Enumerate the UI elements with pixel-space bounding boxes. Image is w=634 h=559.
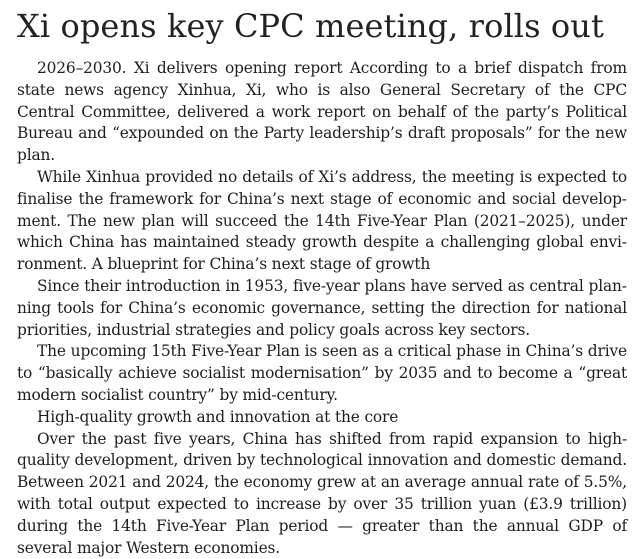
article-paragraph-2: While Xinhua provided no details of Xi’s address, the meeting is expected to finalise the framework for China’s next stage of economic and social development. The new plan will succeed the 14th Five-Year Plan (2021–2025), under which China has maintained steady growth despite a challenging global environment. A blueprint for China’s next stage of growth bbox=[17, 167, 627, 274]
article-headline: Xi opens key CPC meeting, rolls out bbox=[17, 7, 604, 45]
article-paragraph-1: 2026–2030. Xi delivers opening report According to a brief dispatch from state news agency Xinhua, Xi, who is also General Secretary of the CPC Central Committee, delivered a work report on behalf of the party’s Political Bureau and “expounded on the Party leadership’s draft proposals” for the new plan. bbox=[17, 59, 627, 165]
article-paragraph-5: Over the past five years, China has shifted from rapid expansion to high-quality development, driven by technological innovation and domestic demand. Between 2021 and 2024, the economy grew at an average annual rate of 5.5%, with total output expected to increase by over 35 trillion yuan (£3.9 trillion) during the 14th Five-Year Plan period — greater than the annual GDP of several major Western economies. bbox=[17, 429, 627, 557]
article-subheading: High-quality growth and innovation at the core bbox=[37, 407, 399, 426]
article-body bbox=[17, 58, 627, 559]
article-paragraph-4: The upcoming 15th Five-Year Plan is seen as a critical phase in China’s drive to “basically achieve socialist modernisation” by 2035 and to become a “great modern socialist country” by mid-century. bbox=[17, 342, 627, 404]
article-paragraph-3: Since their introduction in 1953, five-year plans have served as central planning tools for China’s economic governance, setting the direction for national priorities, industrial strategies and policy goals across key sectors. bbox=[17, 276, 627, 339]
